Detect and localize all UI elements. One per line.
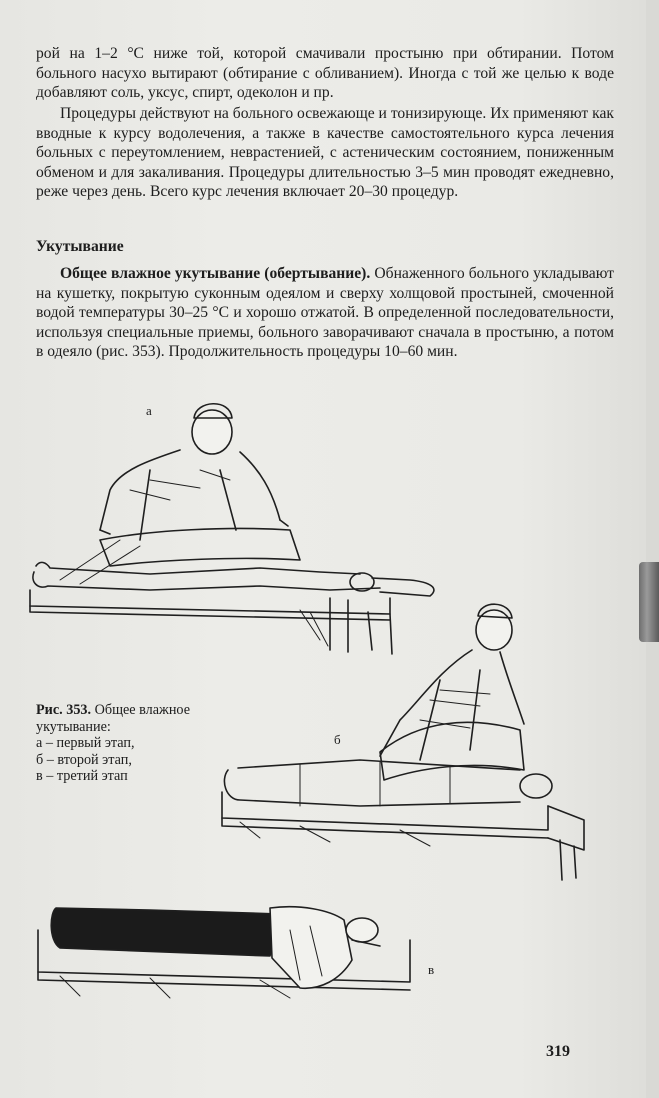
caption-number: Рис. 353. xyxy=(36,702,92,718)
figure-caption xyxy=(36,702,246,785)
paragraph-1-text: рой на 1–2 °С ниже той, которой смачивали простыню при обтирании. Потом больного насухо вытирают (обтирание с обливанием). Иногда с той же целью к воде добавляют соль, уксус, спирт, одеколон и пр. xyxy=(36,45,614,102)
paragraph-3-lead: Общее влажное укутывание (обертывание). xyxy=(60,265,371,282)
caption-item-a: а – первый этап, xyxy=(36,735,135,751)
figure-label-v: в xyxy=(428,962,435,977)
caption-title: Общее влажное xyxy=(91,702,190,718)
paragraph-3-body: Обнаженного больного укладывают на кушетку, покрытую суконным одеялом и сверху холщовой простыней, смоченной водой температуры 30–25 °С и хорошо отжатой. В определенной последовательности, используя специальные приемы, больного заворачивают сначала в простыню, а потом в одеяло (рис. 353). Продолжительность процедуры 10–60 мин. xyxy=(36,265,614,361)
figure-a-drawing xyxy=(30,404,434,654)
figure-label-b: б xyxy=(334,732,341,747)
figure-b-drawing xyxy=(222,604,584,880)
section-heading: Укутывание xyxy=(36,238,124,255)
page-number: 319 xyxy=(546,1043,570,1060)
paragraph-2-text: Процедуры действуют на больного освежающе и тонизирующе. Их применяют как вводные к курсу водолечения, а также в качестве самостоятельного курса лечения больных с переутомлением, неврастенией, с астеническим состоянием, пониженным обменом и для закаливания. Процедуры длительностью 3–5 мин проводят ежедневно, реже через день. Всего курс лечения включает 20–30 процедур. xyxy=(36,105,614,201)
figure-label-a: а xyxy=(146,403,152,418)
caption-item-b: б – второй этап, xyxy=(36,751,132,768)
caption-item-v: в – третий этап xyxy=(36,768,128,784)
caption-title-2: укутывание: xyxy=(36,718,111,735)
figure-v-drawing xyxy=(38,907,410,998)
